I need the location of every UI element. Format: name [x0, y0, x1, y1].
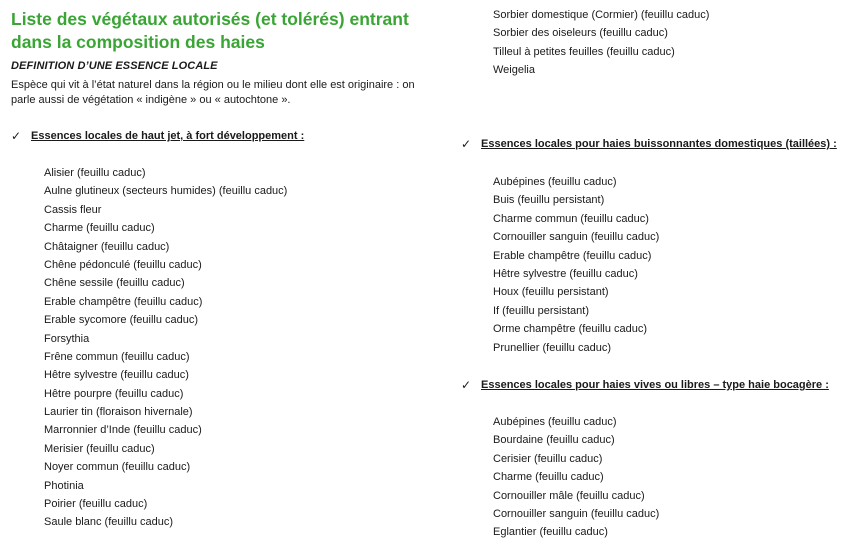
plant-list-item: Sorbier des oiseleurs (feuillu caduc) [493, 27, 668, 40]
plant-list-item: Erable champêtre (feuillu caduc) [493, 249, 652, 262]
plant-list-item: Bourdaine (feuillu caduc) [493, 434, 615, 447]
plant-list-buissonnantes [493, 173, 659, 357]
plant-list-item: Aubépines (feuillu caduc) [493, 176, 617, 188]
plant-list-item: Erable champêtre (feuillu caduc) [44, 295, 203, 308]
plant-list-item: Forsythia [44, 332, 90, 345]
plant-list-item: Noyer commun (feuillu caduc) [44, 461, 191, 474]
section-heading-buissonnantes [461, 137, 837, 151]
checkmark-icon: ✓ [11, 129, 22, 143]
plant-list-item: Sorbier domestique (Cormier) (feuillu caduc) [493, 9, 710, 21]
definition-title: DEFINITION D’UNE ESSENCE LOCALE [11, 60, 218, 72]
plant-list-item: Hêtre pourpre (feuillu caduc) [44, 387, 184, 400]
plant-list-item: Houx (feuillu persistant) [493, 286, 609, 299]
plant-list-item: Laurier tin (floraison hivernale) [44, 406, 193, 419]
plant-list-item: Erable sycomore (feuillu caduc) [44, 314, 199, 327]
plant-list-item: Aubépines (feuillu caduc) [493, 416, 617, 428]
plant-list-item: Prunellier (feuillu caduc) [493, 341, 611, 354]
plant-list-item: Cerisier (feuillu caduc) [493, 452, 603, 465]
plant-list-item: Alisier (feuillu caduc) [44, 167, 146, 179]
section-heading-label: Essences locales de haut jet, à fort développement : [31, 130, 305, 142]
plant-list-item: If (feuillu persistant) [493, 304, 589, 317]
plant-list-item: Weigelia [493, 64, 535, 77]
plant-list-item: Aulne glutineux (secteurs humides) (feuillu caduc) [44, 185, 288, 198]
plant-list-item: Charme commun (feuillu caduc) [493, 212, 649, 225]
section-heading-label: Essences locales pour haies vives ou libres – type haie bocagère : [481, 379, 829, 391]
plant-list-item: Photinia [44, 479, 84, 492]
plant-list-item: Marronnier d’Inde (feuillu caduc) [44, 424, 202, 437]
plant-list-item: Châtaigner (feuillu caduc) [44, 240, 170, 253]
plant-list-item: Hêtre sylvestre (feuillu caduc) [493, 267, 638, 280]
plant-list-item: Cornouiller sanguin (feuillu caduc) [493, 507, 660, 520]
plant-list-item: Eglantier (feuillu caduc) [493, 526, 608, 539]
plant-list-item: Tilleul à petites feuilles (feuillu caduc) [493, 45, 675, 58]
plant-list-item: Cassis fleur [44, 203, 102, 216]
plant-list-haut-jet-continued [493, 6, 709, 80]
plant-list-item: Poirier (feuillu caduc) [44, 498, 148, 511]
plant-list-item: Chêne pédonculé (feuillu caduc) [44, 258, 202, 271]
plant-list-item: Hêtre sylvestre (feuillu caduc) [44, 369, 189, 382]
plant-list-item: Charme (feuillu caduc) [44, 222, 155, 235]
plant-list-item: Merisier (feuillu caduc) [44, 442, 155, 455]
document-title: Liste des végétaux autorisés (et tolérés) entrant dans la composition des haies [11, 9, 409, 52]
plant-list-item: Chêne sessile (feuillu caduc) [44, 277, 185, 290]
plant-list-item: Buis (feuillu persistant) [493, 194, 605, 207]
plant-list-haut-jet [44, 164, 287, 532]
plant-list-item: Cornouiller sanguin (feuillu caduc) [493, 231, 660, 244]
plant-list-item: Charme (feuillu caduc) [493, 471, 604, 484]
section-heading-label: Essences locales pour haies buissonnantes domestiques (taillées) : [481, 138, 837, 150]
plant-list-bocagere [493, 413, 659, 542]
plant-list-item: Cornouiller mâle (feuillu caduc) [493, 489, 645, 502]
plant-list-item: Orme champêtre (feuillu caduc) [493, 323, 648, 336]
definition-text: Espèce qui vit à l’état naturel dans la région ou le milieu dont elle est originaire : on parle aussi de végétation « indigène » ou « autochtone ». [11, 79, 415, 106]
plant-list-item: Saule blanc (feuillu caduc) [44, 516, 174, 529]
checkmark-icon: ✓ [461, 137, 472, 151]
checkmark-icon: ✓ [461, 378, 472, 392]
section-heading-haut-jet [11, 129, 304, 143]
section-heading-bocagere [461, 378, 829, 392]
plant-list-item: Frêne commun (feuillu caduc) [44, 350, 190, 363]
